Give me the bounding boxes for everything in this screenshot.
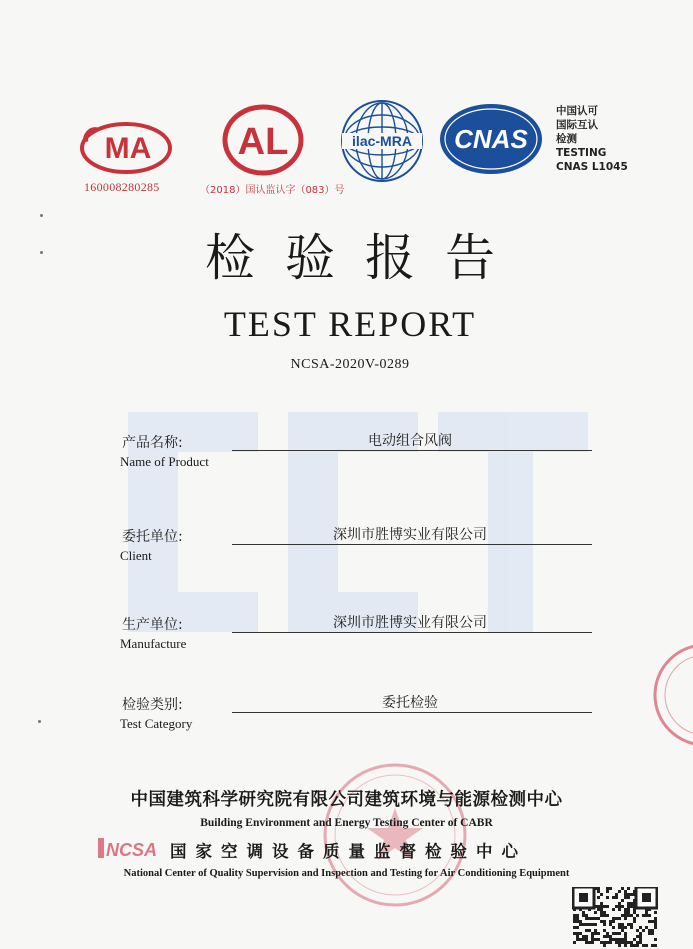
cnas-line: 中国认可	[556, 105, 598, 117]
cma-number: 160008280285	[84, 180, 160, 194]
cal-logo	[222, 104, 304, 176]
cnas-line: 国际互认	[556, 119, 598, 131]
cnas-line: TESTING	[556, 147, 607, 159]
field-value: 深圳市胜博实业有限公司	[333, 527, 487, 543]
field-label-en: Test Category	[120, 716, 193, 731]
ncsa-logo-text: NCSA	[106, 840, 158, 860]
speck	[38, 720, 41, 723]
ncsa-logo	[98, 834, 164, 862]
official-seal-stamp	[320, 760, 470, 910]
field-underline	[232, 450, 592, 451]
organization-name-cn: 中国建筑科学研究院有限公司建筑环境与能源检测中心	[130, 790, 563, 810]
report-title-en: TEST REPORT	[223, 304, 477, 344]
field-test-category	[120, 694, 600, 738]
field-value: 电动组合风阀	[368, 433, 452, 449]
cnas-logo-text: CNAS	[454, 124, 528, 154]
qr-code[interactable]	[572, 887, 658, 947]
cnas-accreditation-text	[556, 104, 628, 174]
report-number: NCSA-2020V-0289	[290, 357, 410, 372]
field-product-name	[120, 432, 600, 476]
cma-logo	[80, 122, 172, 174]
field-value: 委托检验	[382, 695, 438, 711]
center-name-en: National Center of Quality Supervision and Inspection and Testing for Air Conditioning Equipment	[123, 868, 570, 879]
field-underline	[232, 544, 592, 545]
cnas-logo	[438, 102, 544, 176]
field-underline	[232, 712, 592, 713]
center-name-cn: 国家空调设备质量监督检验中心	[170, 842, 527, 861]
cnas-line: 检测	[556, 133, 577, 145]
ilac-logo-text: ilac-MRA	[352, 133, 412, 149]
speck	[40, 214, 43, 217]
report-title-cn: 检验报告	[205, 229, 525, 287]
field-underline	[232, 632, 592, 633]
field-label-en: Client	[120, 548, 152, 563]
cal-number: （2018）国认监认字（083）号	[200, 185, 345, 196]
field-label-cn: 检验类别:	[122, 697, 183, 713]
field-label-cn: 生产单位:	[122, 617, 183, 633]
field-label-cn: 产品名称:	[122, 435, 183, 451]
edge-seal-stamp	[650, 640, 693, 750]
field-client	[120, 526, 600, 570]
ilac-mra-logo	[340, 99, 424, 183]
organization-name-en: Building Environment and Energy Testing Center of CABR	[200, 817, 493, 829]
field-label-en: Manufacture	[120, 636, 187, 651]
cma-logo-text: MA	[104, 132, 152, 165]
cal-logo-text: AL	[237, 121, 289, 163]
field-manufacture	[120, 614, 600, 658]
field-label-en: Name of Product	[120, 454, 209, 469]
speck	[40, 251, 43, 254]
field-value: 深圳市胜博实业有限公司	[333, 615, 487, 631]
field-label-cn: 委托单位:	[122, 529, 183, 545]
cnas-line: CNAS L1045	[556, 161, 628, 173]
